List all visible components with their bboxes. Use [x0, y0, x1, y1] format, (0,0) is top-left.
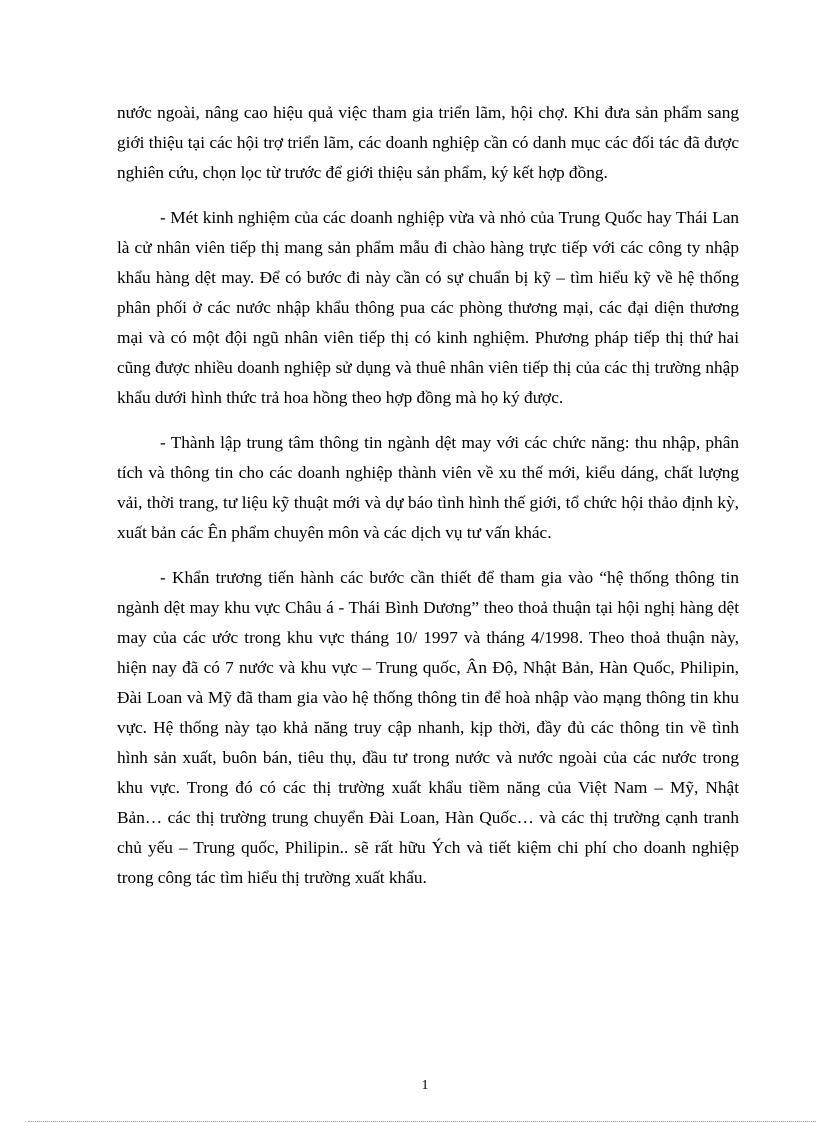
page-number: 1 [421, 1078, 429, 1093]
paragraph-marketing-experience: - Mét kinh nghiệm của các doanh nghiệp vừa và nhỏ của Trung Quốc hay Thái Lan là cử nhân viên tiếp thị mang sản phẩm mẫu đi chào hàng trực tiếp với các công ty nhập khẩu hàng dệt may. Để có bước đi này cần có sự chuẩn bị kỹ – tìm hiểu kỹ về hệ thống phân phối ở các nước nhập khẩu thông pua các phòng thương mại, các đại diện thương mại và có một đội ngũ nhân viên tiếp thị có kinh nghiệm. Phương pháp tiếp thị thứ hai cũng được nhiều doanh nghiệp sử dụng và thuê nhân viên tiếp thị của các thị trường nhập khẩu dưới hình thức trả hoa hồng theo hợp đồng mà họ ký được. [117, 208, 739, 407]
paragraph-continuation: nước ngoài, nâng cao hiệu quả việc tham gia triển lãm, hội chợ. Khi đưa sản phẩm sang giới thiệu tại các hội trợ triển lãm, các doanh nghiệp cần có danh mục các đối tác đã được nghiên cứu, chọn lọc từ trước để giới thiệu sản phẩm, ký kết hợp đồng. [117, 103, 739, 182]
paragraph-regional-information-system: - Khẩn trương tiến hành các bước cần thiết để tham gia vào “hệ thống thông tin ngành dệt may khu vực Châu á - Thái Bình Dương” theo thoả thuận tại hội nghị hàng dệt may của các ước trong khu vực tháng 10/ 1997 và tháng 4/1998. Theo thoả thuận này, hiện nay đã có 7 nước và khu vực – Trung quốc, Ân Độ, Nhật Bản, Hàn Quốc, Philipin, Đài Loan và Mỹ đã tham gia vào hệ thống thông tin để hoà nhập vào mạng thông tin khu vực. Hệ thống này tạo khả năng truy cập nhanh, kịp thời, đầy đủ các thông tin về tình hình sản xuất, buôn bán, tiêu thụ, đầu tư trong nước và nước ngoài của các nước trong khu vực. Trong đó có các thị trường xuất khẩu tiềm năng của Việt Nam – Mỹ, Nhật Bản… các thị trường trung chuyển Đài Loan, Hàn Quốc… và các thị trường cạnh tranh chủ yếu – Trung quốc, Philipin.. sẽ rất hữu Ých và tiết kiệm chi phí cho doanh nghiệp trong công tác tìm hiểu thị trường xuất khẩu. [117, 568, 739, 887]
body-text [117, 98, 739, 908]
page-bottom-divider [28, 1121, 816, 1122]
paragraph-information-center: - Thành lập trung tâm thông tin ngành dệt may với các chức năng: thu nhập, phân tích và thông tin cho các doanh nghiệp thành viên về xu thế mới, kiểu dáng, chất lượng vải, thời trang, tư liệu kỹ thuật mới và dự báo tình hình thế giới, tổ chức hội thảo định kỳ, xuất bản các Ên phẩm chuyên môn và các dịch vụ tư vấn khác. [117, 433, 739, 542]
